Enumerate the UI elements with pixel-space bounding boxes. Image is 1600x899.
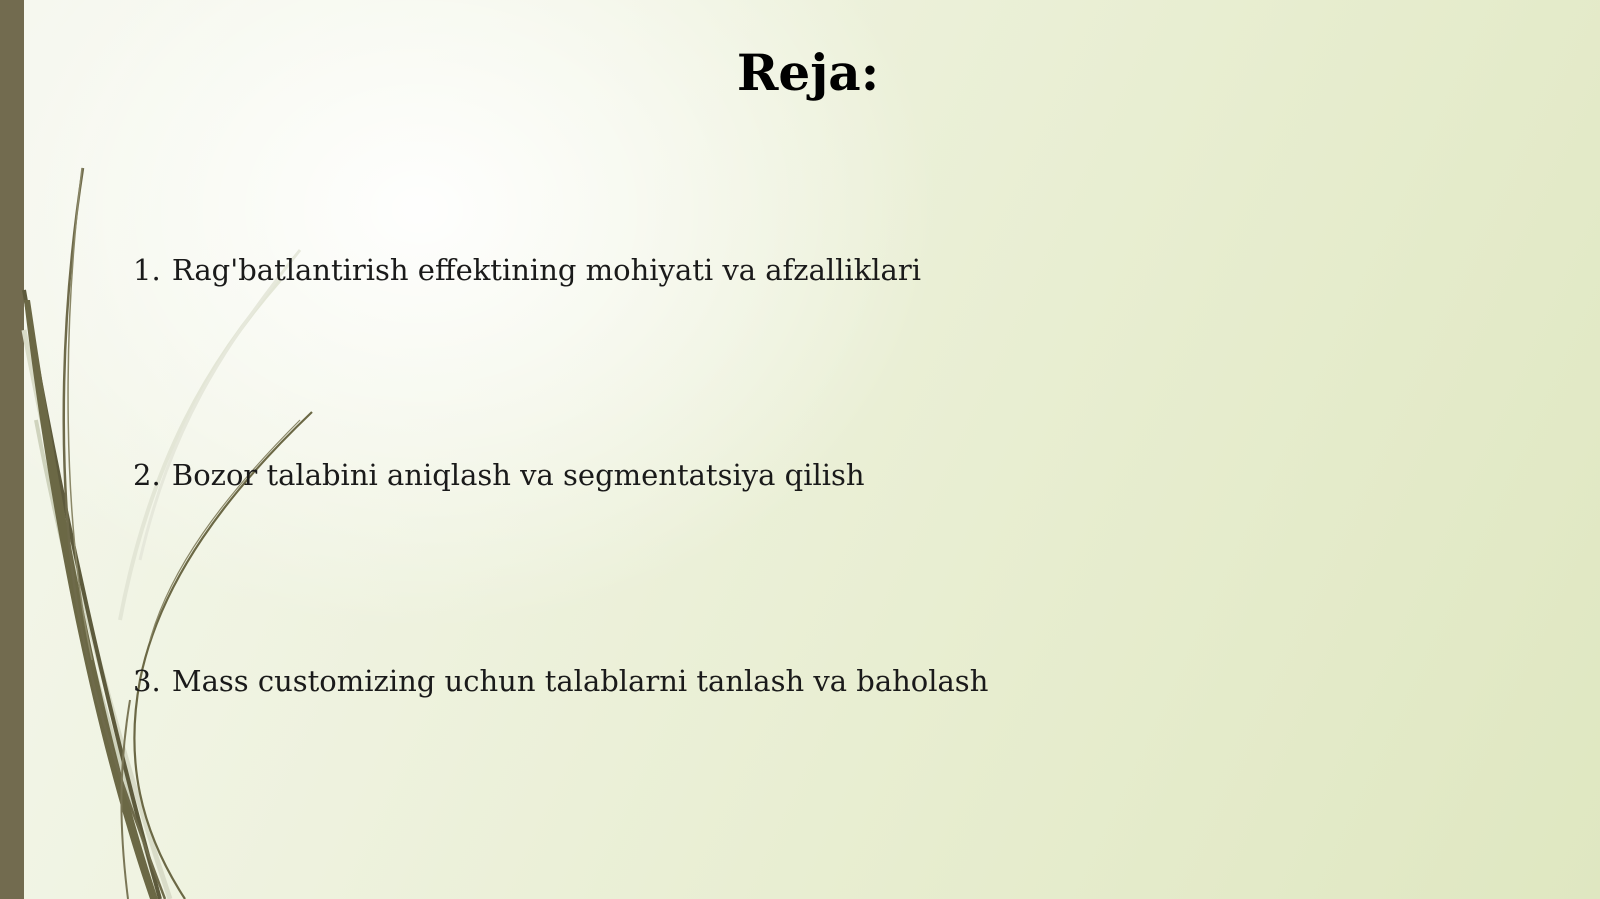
plan-item-3 [133, 661, 988, 701]
plan-item-2 [133, 455, 865, 495]
slide-title: Reja: [736, 43, 880, 102]
plan-item-number: 3. [133, 664, 161, 698]
plan-item-text: Mass customizing uchun talablarni tanlash va baholash [171, 664, 989, 698]
grass-blades-icon [0, 0, 320, 899]
plan-item-text: Rag'batlantirish effektining mohiyati va afzalliklari [171, 253, 921, 287]
plan-item-number: 2. [133, 458, 161, 492]
plan-item-text: Bozor talabini aniqlash va segmentatsiya qilish [171, 458, 865, 492]
plan-item-number: 1. [133, 253, 161, 287]
plan-item-1 [133, 250, 921, 290]
